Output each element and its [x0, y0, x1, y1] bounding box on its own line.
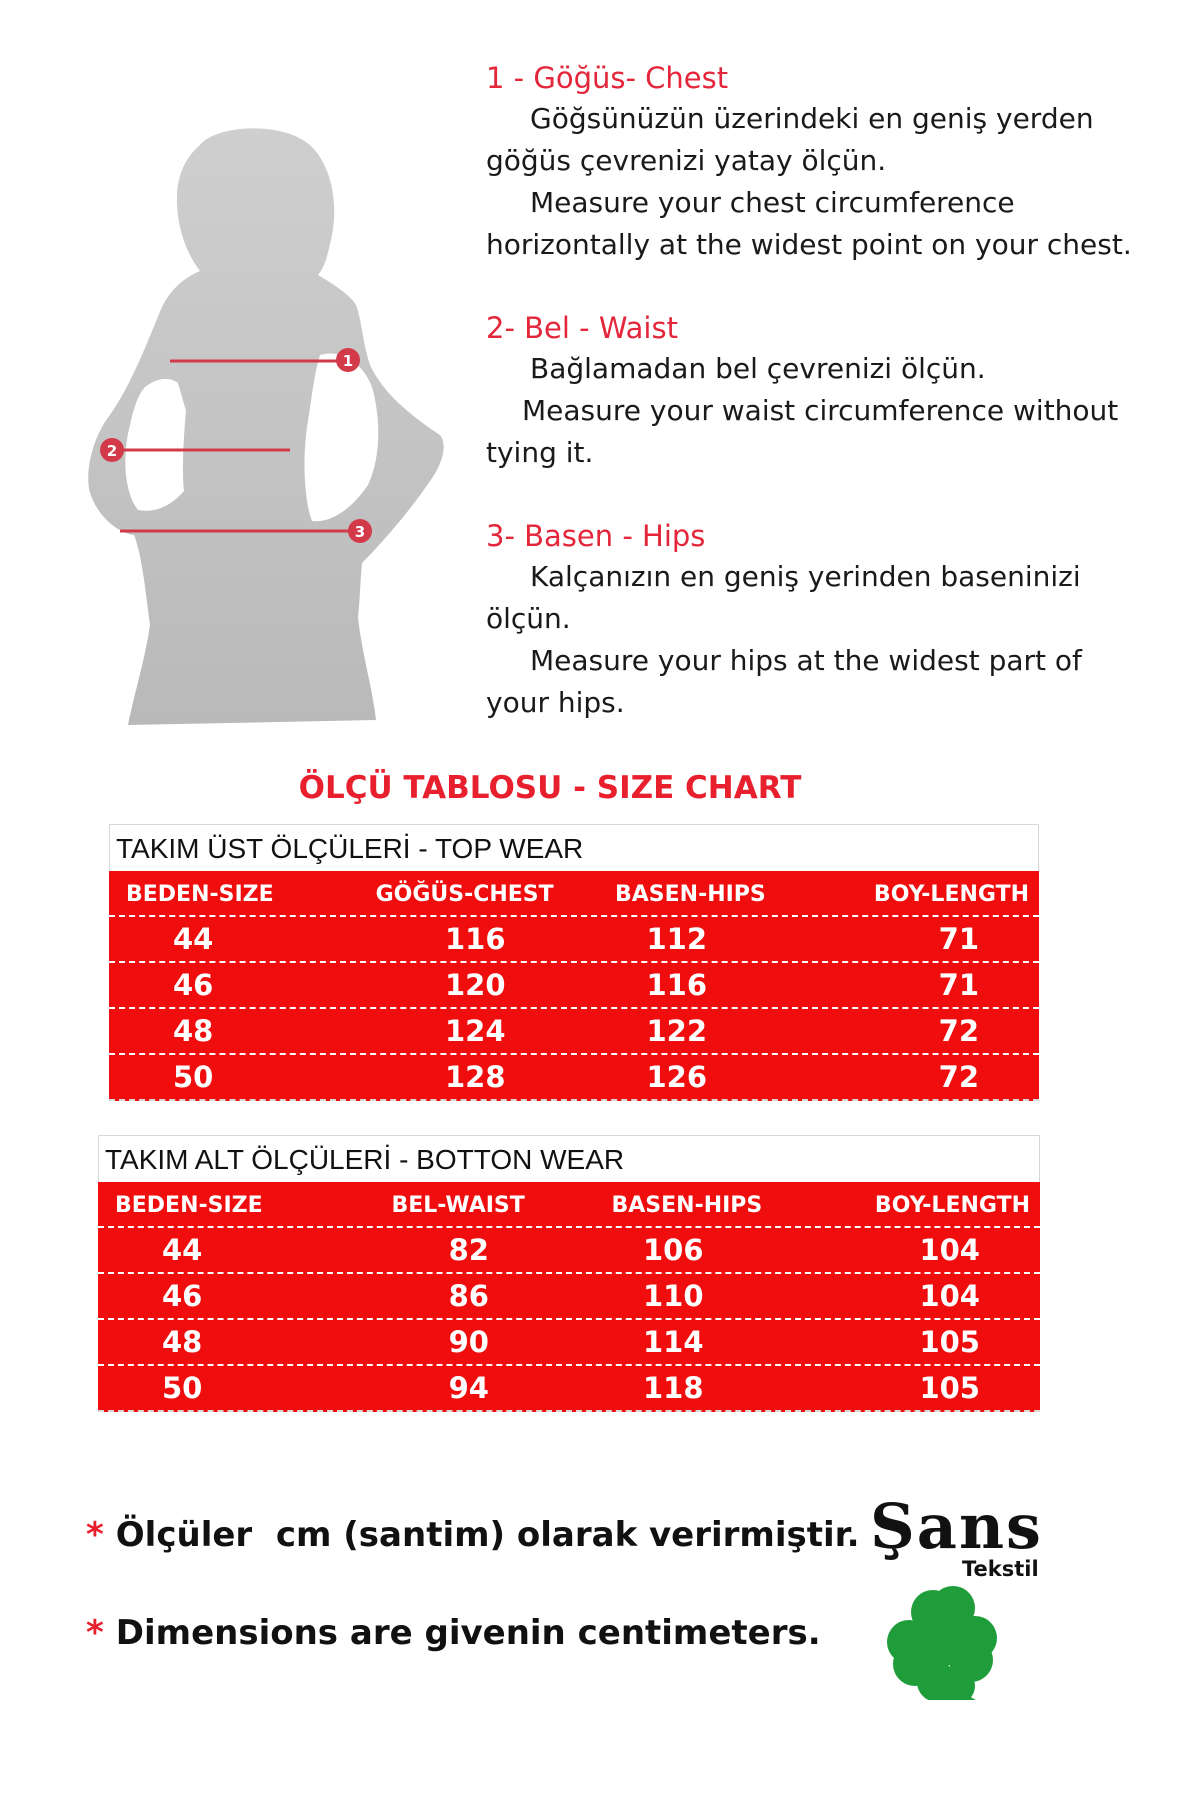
chest-heading: 1 - Göğüs- Chest — [486, 61, 729, 95]
note-english — [86, 1613, 821, 1653]
table-cell: 116 — [444, 922, 506, 956]
table-cell: 71 — [938, 968, 979, 1002]
header-cell: BEL-WAIST — [391, 1193, 525, 1218]
brand-logo — [870, 1480, 1070, 1700]
table-header-row — [98, 1182, 1040, 1228]
table-cell: 105 — [919, 1325, 980, 1359]
instruction-line: your hips. — [486, 686, 625, 719]
table-cell: 122 — [646, 1014, 708, 1048]
hips-heading: 3- Basen - Hips — [486, 519, 706, 553]
header-cell: BASEN-HIPS — [611, 1193, 763, 1218]
table-cell: 46 — [173, 968, 214, 1002]
instruction-line: Kalçanızın en geniş yerinden baseninizi — [530, 560, 1081, 593]
asterisk: * — [86, 1613, 104, 1653]
instruction-line: ölçün. — [486, 602, 571, 635]
hips-instruction — [486, 516, 1186, 724]
body-measurement-figure — [50, 125, 450, 725]
table-row — [109, 917, 1039, 963]
top-wear-table — [109, 824, 1039, 1101]
table-cell: 114 — [642, 1325, 704, 1359]
header-cell: BEDEN-SIZE — [115, 1193, 263, 1218]
table-cell: 82 — [448, 1233, 489, 1267]
header-cell: BOY-LENGTH — [874, 1193, 1030, 1218]
table-cell: 50 — [173, 1060, 214, 1094]
table-row — [98, 1228, 1040, 1274]
bottom-wear-table — [98, 1135, 1040, 1412]
table-row — [109, 963, 1039, 1009]
note-text: Ölçüler cm (santim) olarak verirmiştir. — [115, 1515, 860, 1555]
instruction-line: Measure your waist circumference without — [522, 394, 1119, 427]
instruction-line: horizontally at the widest point on your chest. — [486, 228, 1132, 261]
marker-3-label: 3 — [354, 523, 366, 541]
table-cell: 71 — [938, 922, 979, 956]
table-cell: 118 — [642, 1371, 704, 1405]
table-header-row — [109, 871, 1039, 917]
instruction-line: tying it. — [486, 436, 594, 469]
table-cell: 90 — [448, 1325, 489, 1359]
instruction-line: Measure your hips at the widest part of — [530, 644, 1082, 677]
marker-2-label: 2 — [106, 442, 118, 460]
logo-graphic — [870, 1480, 1070, 1700]
asterisk: * — [86, 1515, 104, 1555]
table-cell: 104 — [919, 1279, 980, 1313]
size-chart-title: ÖLÇÜ TABLOSU - SIZE CHART — [298, 770, 802, 806]
note-text: Dimensions are givenin centimeters. — [115, 1613, 821, 1653]
table-cell: 50 — [162, 1371, 203, 1405]
table-cell: 112 — [646, 922, 708, 956]
table-row — [109, 1009, 1039, 1055]
instruction-line: Measure your chest circumference — [530, 186, 1015, 219]
table-cell: 72 — [938, 1060, 979, 1094]
waist-instruction — [486, 308, 1186, 474]
table-cell: 128 — [444, 1060, 506, 1094]
table-cell: 110 — [642, 1279, 704, 1313]
table-cell: 46 — [162, 1279, 203, 1313]
instruction-line: Göğsünüzün üzerindeki en geniş yerden — [530, 102, 1094, 135]
instruction-line: Bağlamadan bel çevrenizi ölçün. — [530, 352, 986, 385]
logo-sub-text: Tekstil — [962, 1557, 1039, 1581]
header-cell: GÖĞÜS-CHEST — [375, 882, 554, 907]
table-cell: 126 — [646, 1060, 708, 1094]
table-cell: 105 — [919, 1371, 980, 1405]
marker-1-label: 1 — [342, 352, 354, 370]
clover-icon — [887, 1586, 1005, 1700]
top-wear-caption: TAKIM ÜST ÖLÇÜLERİ - TOP WEAR — [109, 824, 1039, 871]
table-cell: 116 — [646, 968, 708, 1002]
table-cell: 124 — [444, 1014, 506, 1048]
table-cell: 94 — [448, 1371, 489, 1405]
header-cell: BASEN-HIPS — [614, 882, 766, 907]
header-cell: BEDEN-SIZE — [126, 882, 274, 907]
table-cell: 120 — [444, 968, 506, 1002]
chest-instruction — [486, 58, 1186, 266]
note-turkish — [86, 1515, 860, 1555]
table-cell: 72 — [938, 1014, 979, 1048]
table-row — [98, 1274, 1040, 1320]
table-row — [98, 1320, 1040, 1366]
header-cell: BOY-LENGTH — [873, 882, 1029, 907]
table-row — [109, 1055, 1039, 1101]
logo-brand-text: Şans — [870, 1490, 1043, 1563]
waist-heading: 2- Bel - Waist — [486, 311, 678, 345]
bottom-wear-caption: TAKIM ALT ÖLÇÜLERİ - BOTTON WEAR — [98, 1135, 1040, 1182]
table-cell: 106 — [642, 1233, 704, 1267]
instruction-line: göğüs çevrenizi yatay ölçün. — [486, 144, 887, 177]
table-cell: 44 — [173, 922, 214, 956]
measurement-instructions — [486, 58, 1186, 724]
table-cell: 86 — [448, 1279, 489, 1313]
table-cell: 48 — [173, 1014, 214, 1048]
table-cell: 44 — [162, 1233, 203, 1267]
table-row — [98, 1366, 1040, 1412]
table-cell: 48 — [162, 1325, 203, 1359]
table-cell: 104 — [919, 1233, 980, 1267]
silhouette-illustration — [50, 125, 450, 725]
